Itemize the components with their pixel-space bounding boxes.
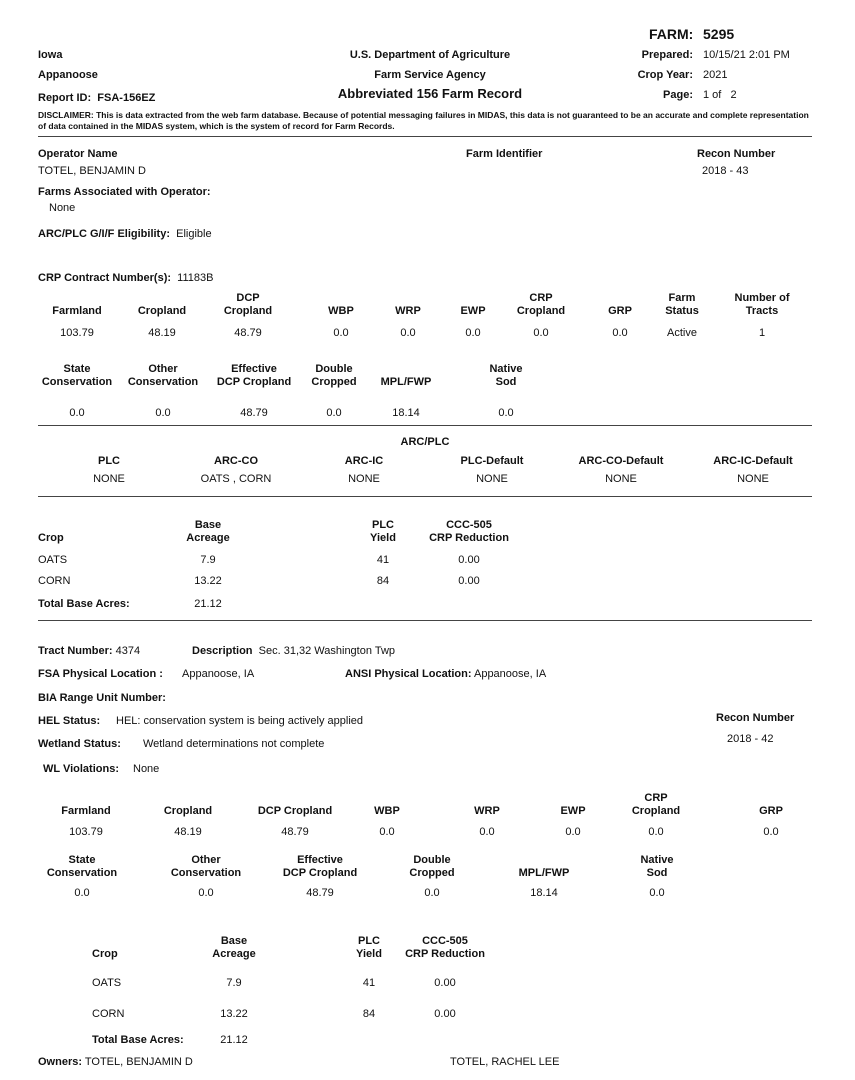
county-name: Appanoose bbox=[38, 69, 98, 81]
tract-description-value: Sec. 31,32 Washington Twp bbox=[258, 645, 396, 657]
arcplc-header: ARC-CO-Default bbox=[578, 455, 664, 467]
tract-description bbox=[192, 645, 395, 657]
crop-table-1-header: Crop bbox=[38, 532, 64, 544]
tract-recon-label: Recon Number bbox=[716, 712, 795, 724]
owner-1: TOTEL, BENJAMIN D bbox=[84, 1056, 193, 1068]
tract-table-1-value: 0.0 bbox=[565, 826, 581, 838]
arcplc-value: NONE bbox=[605, 473, 637, 485]
crop-table-2-cell: 84 bbox=[362, 1008, 376, 1020]
operator-name-label: Operator Name bbox=[38, 148, 118, 160]
hel-status-label: HEL Status: bbox=[38, 715, 101, 727]
crop-table-2-cell: 7.9 bbox=[226, 977, 242, 989]
arc-eligibility-label: ARC/PLC G/I/F Eligibility: bbox=[38, 228, 170, 240]
tract-table-1-header: Farmland bbox=[61, 805, 111, 817]
arcplc-value: NONE bbox=[476, 473, 508, 485]
farm-table-2-value: 0.0 bbox=[498, 407, 514, 419]
farm-table-1-header: DCP Cropland bbox=[223, 292, 273, 317]
farm-table-2-value: 0.0 bbox=[155, 407, 171, 419]
arc-eligibility-value: Eligible bbox=[176, 228, 212, 240]
crop-table-1-cell: CORN bbox=[38, 575, 71, 587]
farm-table-1-value: Active bbox=[667, 327, 697, 339]
wetland-status: Wetland determinations not complete bbox=[143, 738, 325, 750]
crop-table-2-cell: 0.00 bbox=[434, 977, 456, 989]
farm-table-2-value: 0.0 bbox=[69, 407, 85, 419]
farm-table-2-value: 0.0 bbox=[326, 407, 342, 419]
tract-table-2-header: Double Cropped bbox=[409, 854, 455, 879]
wl-violations-label: WL Violations: bbox=[43, 763, 119, 775]
farm-table-1-header: EWP bbox=[460, 305, 486, 317]
tract-table-1-header: GRP bbox=[759, 805, 783, 817]
crop-table-1-cell: 84 bbox=[376, 575, 390, 587]
crop-table-2-total: 21.12 bbox=[220, 1034, 248, 1046]
crop-table-2-total-label: Total Base Acres: bbox=[92, 1034, 184, 1046]
crop-table-2-cell: 0.00 bbox=[434, 1008, 456, 1020]
tract-table-1-value: 0.0 bbox=[648, 826, 664, 838]
farm-table-1-value: 0.0 bbox=[465, 327, 481, 339]
tract-table-2-header: Native Sod bbox=[640, 854, 674, 879]
tract-table-2-header: Effective DCP Cropland bbox=[282, 854, 358, 879]
tract-table-1-value: 0.0 bbox=[763, 826, 779, 838]
tract-table-2-header: MPL/FWP bbox=[518, 867, 570, 879]
report-id bbox=[38, 92, 155, 104]
farm-table-1-value: 0.0 bbox=[400, 327, 416, 339]
tract-table-1-header: WBP bbox=[374, 805, 400, 817]
arcplc-header: ARC-IC bbox=[344, 455, 384, 467]
farm-table-1-header: WRP bbox=[395, 305, 421, 317]
farm-table-1-value: 0.0 bbox=[333, 327, 349, 339]
recon-number: 2018 - 43 bbox=[702, 165, 749, 177]
tract-number bbox=[38, 645, 140, 657]
farm-table-2-header: Double Cropped bbox=[311, 363, 357, 388]
crop-table-2-header: Crop bbox=[92, 948, 118, 960]
crop-table-2-cell: CORN bbox=[92, 1008, 125, 1020]
crop-table-1-header: PLC Yield bbox=[370, 519, 396, 544]
tract-number-label: Tract Number: bbox=[38, 645, 113, 657]
crop-table-1-header: CCC-505 CRP Reduction bbox=[429, 519, 509, 544]
owners-label: Owners: bbox=[38, 1056, 83, 1068]
tract-table-1-value: 48.19 bbox=[174, 826, 202, 838]
report-id-value: FSA-156EZ bbox=[97, 92, 156, 104]
tract-table-1-header: EWP bbox=[560, 805, 586, 817]
tract-description-label: Description bbox=[192, 645, 253, 657]
farm-table-2-header: Other Conservation bbox=[127, 363, 199, 388]
farm-label: FARM: bbox=[649, 26, 694, 42]
state-name: Iowa bbox=[38, 49, 63, 61]
divider bbox=[38, 496, 812, 497]
tract-table-2-value: 0.0 bbox=[649, 887, 665, 899]
page-label: Page: bbox=[663, 89, 693, 101]
tract-number-value: 4374 bbox=[115, 645, 141, 657]
farm-table-1-header: CRP Cropland bbox=[516, 292, 566, 317]
arcplc-value: NONE bbox=[93, 473, 125, 485]
tract-table-2-header: State Conservation bbox=[46, 854, 118, 879]
farm-table-2-header: Effective DCP Cropland bbox=[216, 363, 292, 388]
crp-contract-value: 11183B bbox=[177, 272, 214, 284]
arcplc-value: NONE bbox=[348, 473, 380, 485]
crop-table-2-cell: 41 bbox=[362, 977, 376, 989]
owners bbox=[38, 1056, 193, 1068]
crop-table-1-total-label: Total Base Acres: bbox=[38, 598, 130, 610]
arc-eligibility bbox=[38, 228, 212, 240]
farm-table-2-header: State Conservation bbox=[41, 363, 113, 388]
crop-table-2-header: PLC Yield bbox=[356, 935, 382, 960]
crop-table-1-header: Base Acreage bbox=[186, 519, 230, 544]
tract-table-2-value: 0.0 bbox=[74, 887, 90, 899]
crop-table-2-header: Base Acreage bbox=[212, 935, 256, 960]
farm-table-1-value: 1 bbox=[758, 327, 766, 339]
crp-contract bbox=[38, 272, 213, 284]
ansi-location bbox=[345, 668, 546, 680]
crop-table-2-cell: OATS bbox=[92, 977, 122, 989]
page-title: Abbreviated 156 Farm Record bbox=[337, 86, 523, 101]
crop-table-1-cell: OATS bbox=[38, 554, 68, 566]
tract-table-1-value: 48.79 bbox=[281, 826, 309, 838]
arcplc-value: OATS , CORN bbox=[200, 473, 272, 485]
wl-violations: None bbox=[133, 763, 160, 775]
farm-table-2-value: 48.79 bbox=[240, 407, 268, 419]
wetland-status-label: Wetland Status: bbox=[38, 738, 121, 750]
crop-table-1-cell: 41 bbox=[376, 554, 390, 566]
tract-table-1-header: Cropland bbox=[163, 805, 213, 817]
arcplc-header: PLC bbox=[98, 455, 120, 467]
tract-table-1-value: 0.0 bbox=[379, 826, 395, 838]
crop-table-1-cell: 0.00 bbox=[458, 575, 480, 587]
owner-2: TOTEL, RACHEL LEE bbox=[450, 1056, 560, 1068]
dept-name: U.S. Department of Agriculture bbox=[349, 49, 511, 61]
crop-year-label: Crop Year: bbox=[637, 69, 693, 81]
disclaimer: DISCLAIMER: This is data extracted from the web farm database. Because of potential messaging failures in MIDAS, this data is not guaranteed to be an accurate and complete representation of data contained in the MIDAS system, which is the system of record for Farm Records. bbox=[38, 110, 809, 131]
tract-table-1-value: 103.79 bbox=[69, 826, 103, 838]
divider bbox=[38, 620, 812, 621]
crop-table-1-cell: 13.22 bbox=[194, 575, 222, 587]
farm-table-1-header: GRP bbox=[608, 305, 632, 317]
farm-table-1-header: Cropland bbox=[137, 305, 187, 317]
agency-name: Farm Service Agency bbox=[374, 69, 486, 81]
tract-table-2-value: 0.0 bbox=[424, 887, 440, 899]
farm-table-1-value: 103.79 bbox=[60, 327, 94, 339]
ansi-location-label: ANSI Physical Location: bbox=[345, 668, 472, 680]
farm-table-1-value: 48.79 bbox=[234, 327, 262, 339]
tract-table-2-value: 48.79 bbox=[306, 887, 334, 899]
farm-table-1-header: WBP bbox=[328, 305, 354, 317]
prepared-label: Prepared: bbox=[641, 49, 693, 61]
farm-table-1-header: Farm Status bbox=[665, 292, 699, 317]
page-value: 1 of 2 bbox=[703, 89, 737, 101]
crop-table-1-total: 21.12 bbox=[194, 598, 222, 610]
farm-table-2-header: Native Sod bbox=[489, 363, 523, 388]
recon-number-label: Recon Number bbox=[697, 148, 776, 160]
crop-table-2-header: CCC-505 CRP Reduction bbox=[405, 935, 485, 960]
crop-year-value: 2021 bbox=[703, 69, 728, 81]
crop-table-1-cell: 7.9 bbox=[200, 554, 216, 566]
fsa-location: Appanoose, IA bbox=[182, 668, 255, 680]
report-id-label: Report ID: bbox=[38, 92, 92, 104]
farm-table-2-value: 18.14 bbox=[392, 407, 420, 419]
farm-table-2-header: MPL/FWP bbox=[380, 376, 432, 388]
crop-table-1-cell: 0.00 bbox=[458, 554, 480, 566]
arcplc-header: ARC-IC-Default bbox=[713, 455, 793, 467]
tract-table-1-header: CRP Cropland bbox=[631, 792, 681, 817]
farm-table-1-value: 48.19 bbox=[148, 327, 176, 339]
arcplc-title: ARC/PLC bbox=[400, 436, 450, 448]
crp-contract-label: CRP Contract Number(s): bbox=[38, 272, 172, 284]
divider bbox=[38, 425, 812, 426]
fsa-location-label: FSA Physical Location : bbox=[38, 668, 163, 680]
farms-associated-label: Farms Associated with Operator: bbox=[38, 186, 211, 198]
farm-identifier-label: Farm Identifier bbox=[466, 148, 543, 160]
arcplc-header: PLC-Default bbox=[460, 455, 524, 467]
arcplc-header: ARC-CO bbox=[214, 455, 258, 467]
hel-status: HEL: conservation system is being actively applied bbox=[116, 715, 364, 727]
divider bbox=[38, 136, 812, 137]
bia-range-label: BIA Range Unit Number: bbox=[38, 692, 166, 704]
tract-table-1-header: DCP Cropland bbox=[257, 805, 333, 817]
farm-table-1-header: Number of Tracts bbox=[734, 292, 790, 317]
tract-table-2-header: Other Conservation bbox=[170, 854, 242, 879]
farm-table-1-value: 0.0 bbox=[612, 327, 628, 339]
tract-recon: 2018 - 42 bbox=[727, 733, 774, 745]
crop-table-2-cell: 13.22 bbox=[220, 1008, 248, 1020]
operator-name: TOTEL, BENJAMIN D bbox=[38, 165, 146, 177]
farm-table-1-header: Farmland bbox=[52, 305, 102, 317]
arcplc-value: NONE bbox=[737, 473, 769, 485]
tract-table-1-header: WRP bbox=[474, 805, 500, 817]
farms-associated: None bbox=[49, 202, 76, 214]
tract-table-1-value: 0.0 bbox=[479, 826, 495, 838]
farm-table-1-value: 0.0 bbox=[533, 327, 549, 339]
prepared-value: 10/15/21 2:01 PM bbox=[703, 49, 790, 61]
tract-table-2-value: 0.0 bbox=[198, 887, 214, 899]
tract-table-2-value: 18.14 bbox=[530, 887, 558, 899]
farm-number: 5295 bbox=[703, 26, 735, 42]
ansi-location-value: Appanoose, IA bbox=[473, 668, 547, 680]
